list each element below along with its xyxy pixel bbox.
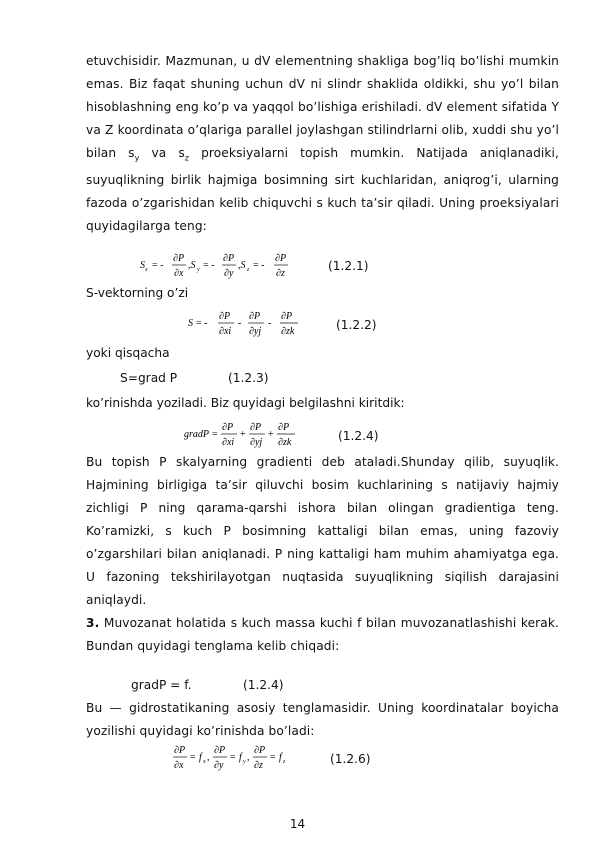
svg-text:∂z: ∂z <box>254 760 263 771</box>
svg-text:∂P: ∂P <box>174 745 186 756</box>
paragraph-number: 3. <box>86 616 100 630</box>
svg-text:∂P: ∂P <box>223 253 235 264</box>
svg-text:∂yj: ∂yj <box>250 437 263 448</box>
svg-text:∂P: ∂P <box>219 311 231 322</box>
svg-text:z: z <box>247 267 250 273</box>
paragraph-intro-end: proeksiyalarni topish mumkin. Natijada aniqlanadiki, suyuqlikning birlik hajmiga bosimning sirt kuchlaridan, aniqrog’i, ularning fazoda o’zgarishidan kelib chiquvchi s kuch ta’sir qiladi. Uning proeksiyalari quyidagilarga teng: <box>86 146 560 234</box>
formula-projections <box>140 251 310 281</box>
svg-text:∂P: ∂P <box>275 253 287 264</box>
subscript-y: y <box>134 153 140 163</box>
equation-number-5: (1.2.4) <box>243 678 284 692</box>
equation-number-3: (1.2.3) <box>228 371 269 385</box>
svg-text:∂zk: ∂zk <box>278 437 292 448</box>
svg-text:f: f <box>279 752 282 763</box>
svg-text:x: x <box>203 759 206 765</box>
svg-text:∂P: ∂P <box>249 311 261 322</box>
svg-text:∂x: ∂x <box>174 268 184 279</box>
svg-text:∂xi: ∂xi <box>219 326 232 337</box>
svg-text:= -: = - <box>253 260 265 271</box>
svg-text:∂P: ∂P <box>250 422 262 433</box>
svg-text:=: = <box>230 752 236 763</box>
equation-number-2: (1.2.2) <box>336 318 377 332</box>
svg-text:∂P: ∂P <box>281 311 293 322</box>
svg-text:=: = <box>212 429 218 440</box>
svg-text:,S: ,S <box>238 260 246 271</box>
svg-text:= -: = - <box>196 318 208 329</box>
formula-grad-p <box>184 420 314 450</box>
svg-text:∂zk: ∂zk <box>281 326 295 337</box>
svg-text:= -: = - <box>152 260 164 271</box>
svg-text:,: , <box>207 752 210 763</box>
svg-text:∂yj: ∂yj <box>249 326 262 337</box>
svg-text:-: - <box>238 318 242 329</box>
equation-number-4: (1.2.4) <box>338 429 379 443</box>
formula-gradp-f: gradP = f. <box>131 678 192 692</box>
svg-text:f: f <box>199 752 202 763</box>
svg-text:=: = <box>190 752 196 763</box>
svg-text:∂z: ∂z <box>276 268 285 279</box>
formula-s-vector <box>188 309 318 339</box>
svg-text:-: - <box>268 318 272 329</box>
svg-text:=: = <box>270 752 276 763</box>
svg-text:S: S <box>140 260 145 271</box>
svg-text:,: , <box>247 752 250 763</box>
paragraph-intro-mid: va s <box>139 146 185 160</box>
svg-text:y: y <box>243 759 246 765</box>
svg-text:gradP: gradP <box>184 429 209 440</box>
s-vector-label: S-vektorning o’zi <box>86 286 189 300</box>
paragraph-intro <box>86 50 559 238</box>
svg-text:∂P: ∂P <box>278 422 290 433</box>
paragraph-equilibrium <box>86 612 559 658</box>
paragraph-intro-text: etuvchisidir. Mazmunan, u dV elementning shakliga bog’liq bo’lishi mumkin emas. Biz faqat shuning uchun dV ni slindr shaklida oldikki, shu yo’l bilan hisoblashning eng ko’p va yaqqol bo’lishiga erishiladi. dV element sifatida Y va Z koordinata o’qlariga parallel joylashgan stilindrlarni olib, xuddi shu yo’l bilan s <box>86 54 559 160</box>
svg-text:∂P: ∂P <box>254 745 266 756</box>
svg-text:∂x: ∂x <box>174 760 184 771</box>
svg-text:z: z <box>283 759 286 765</box>
equation-number-1: (1.2.1) <box>328 259 369 273</box>
svg-text:= -: = - <box>203 260 215 271</box>
page-number: 14 <box>289 817 306 831</box>
subscript-z: z <box>184 153 190 163</box>
paragraph-gradient: Bu topish P skalyarning gradienti deb ataladi.Shunday qilib, suyuqlik. Hajmining birligiga ta’sir qiluvchi bosim kuchlarining s natijaviy hajmiy zichligi P ning qarama-qarshi ishora bilan olingan gradientiga teng. Ko’ramizki, s kuch P bosimning kattaligi bilan emas, uning fazoviy o’zgarshilari bilan aniqlanadi. P ning kattaligi ham muhim ahamiyatga ega. U fazoning tekshirilayotgan nuqtasida suyuqlikning siqilish darajasini aniqlaydi. <box>86 455 559 607</box>
svg-text:∂P: ∂P <box>222 422 234 433</box>
svg-text:S: S <box>188 318 193 329</box>
paragraph-equilibrium-text: Muvozanat holatida s kuch massa kuchi f bilan muvozanatlashishi kerak. Bundan quyidagi tenglama kelib chiqadi: <box>86 616 559 653</box>
svg-text:+: + <box>240 429 246 440</box>
svg-text:∂P: ∂P <box>214 745 226 756</box>
svg-text:∂P: ∂P <box>173 253 185 264</box>
svg-text:∂y: ∂y <box>214 760 224 771</box>
svg-text:∂xi: ∂xi <box>222 437 235 448</box>
svg-text:,S: ,S <box>188 260 196 271</box>
notation-intro: ko’rinishda yoziladi. Biz quyidagi belgilashni kiritdik: <box>86 396 405 410</box>
paragraph-hydrostatics: Bu — gidrostatikaning asosiy tenglamasidir. Uning koordinatalar boyicha yozilishi quyidagi ko’rinishda bo’ladi: <box>86 701 559 738</box>
formula-s-grad: S=grad P <box>120 371 178 385</box>
svg-text:x: x <box>145 267 148 273</box>
svg-text:∂y: ∂y <box>224 268 234 279</box>
equation-number-6: (1.2.6) <box>330 752 371 766</box>
svg-text:y: y <box>197 267 200 273</box>
yoki-label: yoki qisqacha <box>86 346 170 360</box>
svg-text:+: + <box>268 429 274 440</box>
svg-text:f: f <box>239 752 242 763</box>
formula-components <box>173 743 323 773</box>
